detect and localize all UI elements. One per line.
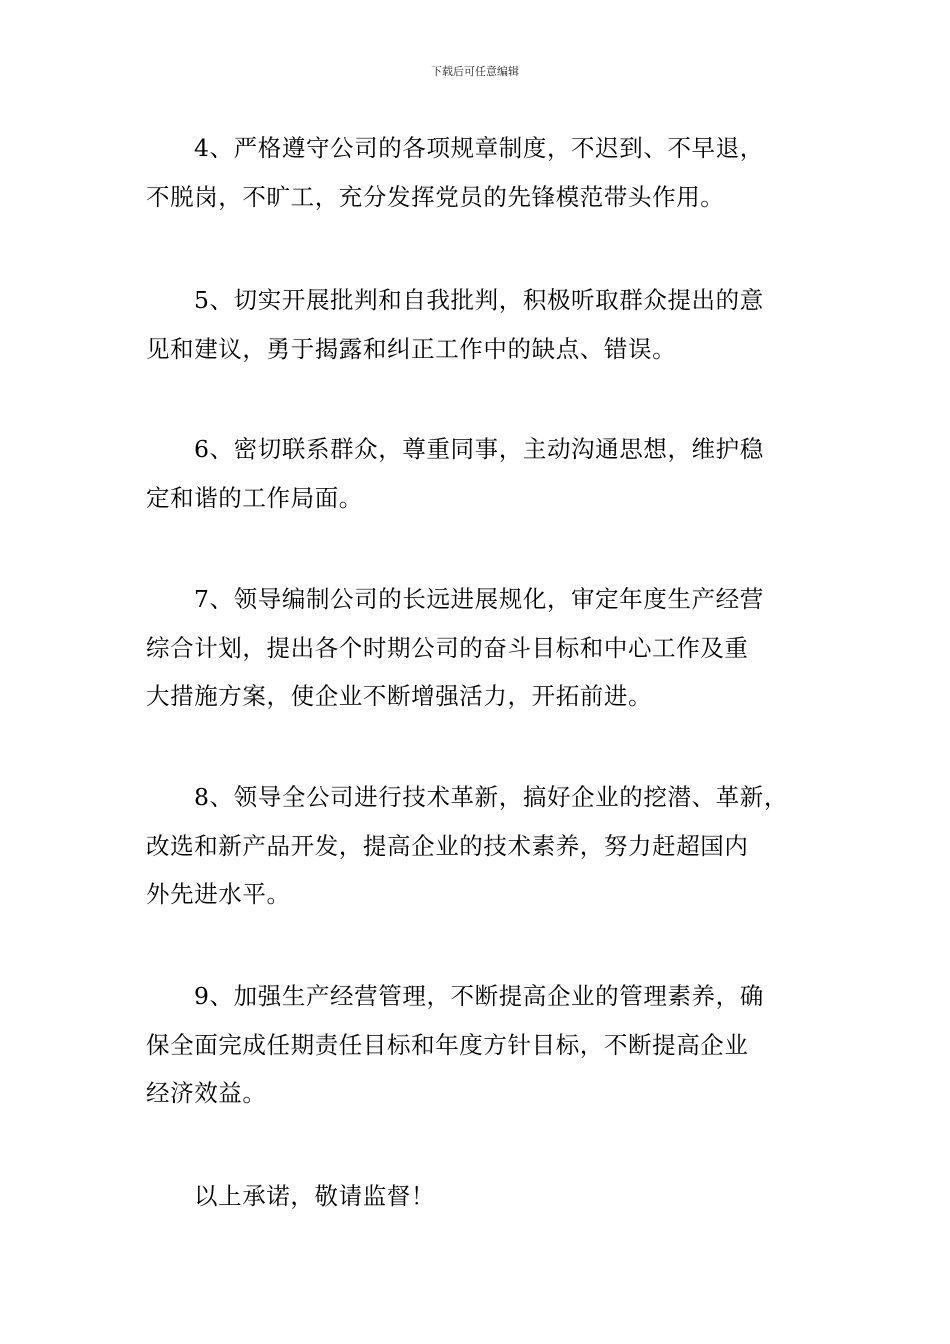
paragraph-9	[146, 972, 826, 1118]
paragraph-line: 以上承诺，敬请监督！	[194, 1182, 435, 1210]
paragraph-5	[146, 276, 826, 373]
paragraph-8	[146, 773, 826, 919]
paragraph-4	[146, 124, 826, 221]
paragraph-line: 4、严格遵守公司的各项规章制度，不迟到、不早退，	[194, 134, 764, 162]
paragraph-line: 9、加强生产经营管理，不断提高企业的管理素养，确	[194, 982, 764, 1010]
closing-statement	[146, 1172, 826, 1221]
paragraph-line: 外先进水平。	[146, 880, 291, 908]
paragraph-line: 综合计划，提出各个时期公司的奋斗目标和中心工作及重	[146, 633, 749, 662]
paragraph-line: 8、领导全公司进行技术革新，搞好企业的挖潜、革新，	[194, 783, 788, 811]
paragraph-line: 6、密切联系群众，尊重同事，主动沟通思想，维护稳	[194, 435, 764, 463]
paragraph-line: 大措施方案，使企业不断增强活力，开拓前进。	[146, 682, 653, 710]
paragraph-7	[146, 575, 826, 721]
page-header: 下载后可任意编辑	[431, 65, 519, 78]
paragraph-line: 改选和新产品开发，提高企业的技术素养，努力赶超国内	[146, 831, 749, 860]
paragraph-line: 见和建议，勇于揭露和纠正工作中的缺点、错误。	[146, 334, 677, 363]
paragraph-line: 5、切实开展批判和自我批判，积极听取群众提出的意	[194, 286, 764, 314]
paragraph-line: 不脱岗，不旷工，充分发挥党员的先锋模范带头作用。	[146, 182, 725, 211]
paragraph-line: 定和谐的工作局面。	[146, 483, 363, 512]
paragraph-line: 保全面完成任期责任目标和年度方针目标，不断提高企业	[146, 1030, 749, 1059]
paragraph-line: 7、领导编制公司的长远进展规化，审定年度生产经营	[194, 585, 764, 613]
paragraph-6	[146, 425, 826, 522]
paragraph-line: 经济效益。	[146, 1079, 267, 1107]
